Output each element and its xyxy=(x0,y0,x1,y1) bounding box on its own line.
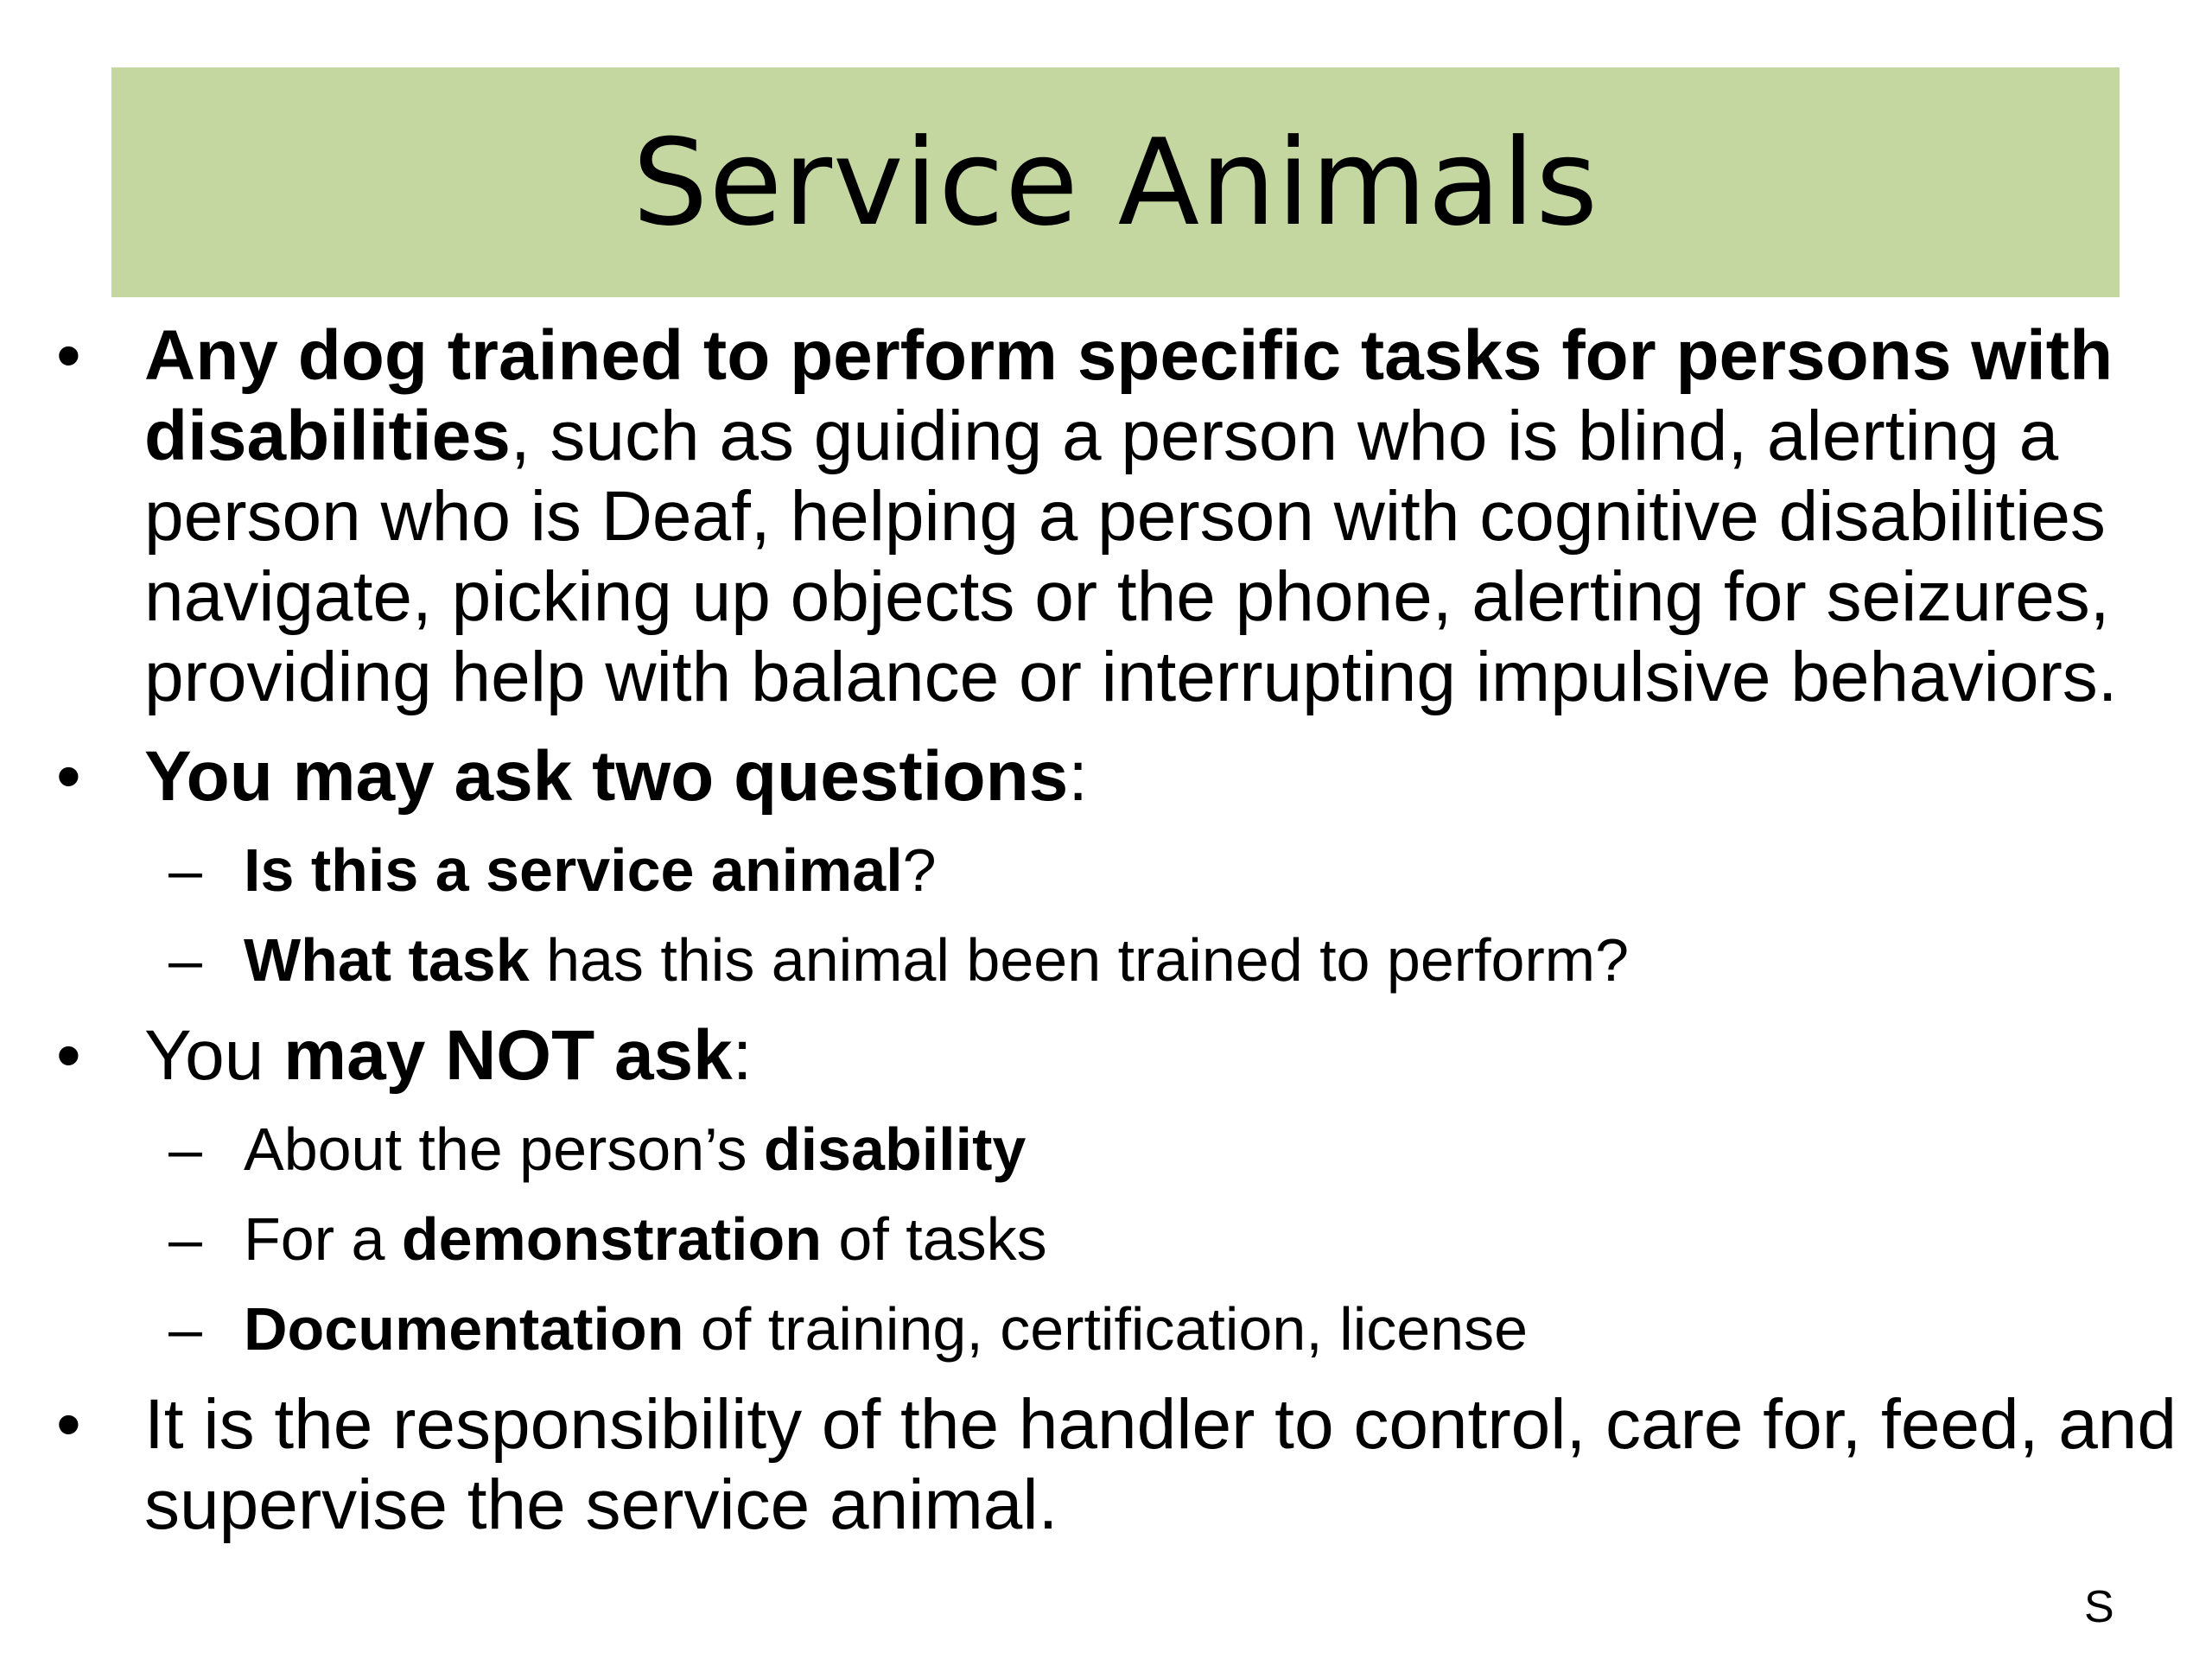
dash-icon: – xyxy=(168,836,202,904)
bullet-text: : xyxy=(1068,737,1089,816)
sub-bullet-question-2 xyxy=(0,925,2212,995)
bullet-pre-text: You xyxy=(144,1016,284,1095)
sub-bullet-pre-text: For a xyxy=(244,1205,402,1273)
bullet-may-ask xyxy=(0,736,2212,817)
sub-bullet-bold-text: demonstration xyxy=(401,1205,822,1273)
bullet-handler-responsibility xyxy=(0,1384,2212,1545)
dash-icon: – xyxy=(168,1205,202,1273)
slide-title: Service Animals xyxy=(632,112,1599,252)
dash-icon: – xyxy=(168,926,202,994)
sub-bullet-bold-text: disability xyxy=(763,1116,1027,1183)
sub-bullet-disability xyxy=(0,1115,2212,1184)
sub-bullet-bold-text: Is this a service animal xyxy=(244,836,903,904)
bullet-bold-text: may NOT ask xyxy=(283,1016,733,1095)
bullet-icon: • xyxy=(56,316,81,395)
bullet-text: , such as guiding a person who is blind, alerting a person who is Deaf, helping a person with cognitive disabilities navigate, picking up objects or the phone, alerting for seizures, providing help with balance or interrupting impulsive behaviors. xyxy=(144,397,2118,716)
sub-bullet-bold-text: Documentation xyxy=(244,1295,684,1363)
sub-bullet-text: of tasks xyxy=(821,1205,1047,1273)
dash-icon: – xyxy=(168,1295,202,1363)
slide-marker: S xyxy=(2084,1582,2114,1632)
sub-bullet-pre-text: About the person’s xyxy=(244,1116,764,1183)
sub-bullet-text: ? xyxy=(902,836,937,904)
bullet-may-not-ask xyxy=(0,1015,2212,1096)
sub-bullet-text: of training, certification, license xyxy=(683,1295,1529,1363)
bullet-service-dog-definition xyxy=(0,315,2212,717)
title-banner xyxy=(111,67,2120,297)
sub-bullet-text: has this animal been trained to perform? xyxy=(529,926,1629,994)
sub-bullet-question-1 xyxy=(0,836,2212,905)
bullet-text: : xyxy=(732,1016,753,1095)
sub-bullet-bold-text: What task xyxy=(244,926,530,994)
slide-body xyxy=(0,315,2212,1564)
dash-icon: – xyxy=(168,1116,202,1183)
sub-bullet-demonstration xyxy=(0,1205,2212,1274)
sub-bullet-documentation xyxy=(0,1294,2212,1363)
bullet-bold-text: Any dog trained to perform specific tasks for persons with disabilities xyxy=(144,316,2113,475)
bullet-icon: • xyxy=(56,1385,81,1464)
bullet-icon: • xyxy=(56,737,81,816)
bullet-icon: • xyxy=(56,1016,81,1095)
bullet-bold-text: You may ask two questions xyxy=(144,737,1069,816)
bullet-text: It is the responsibility of the handler to control, care for, feed, and supervise the service animal. xyxy=(144,1385,2177,1544)
